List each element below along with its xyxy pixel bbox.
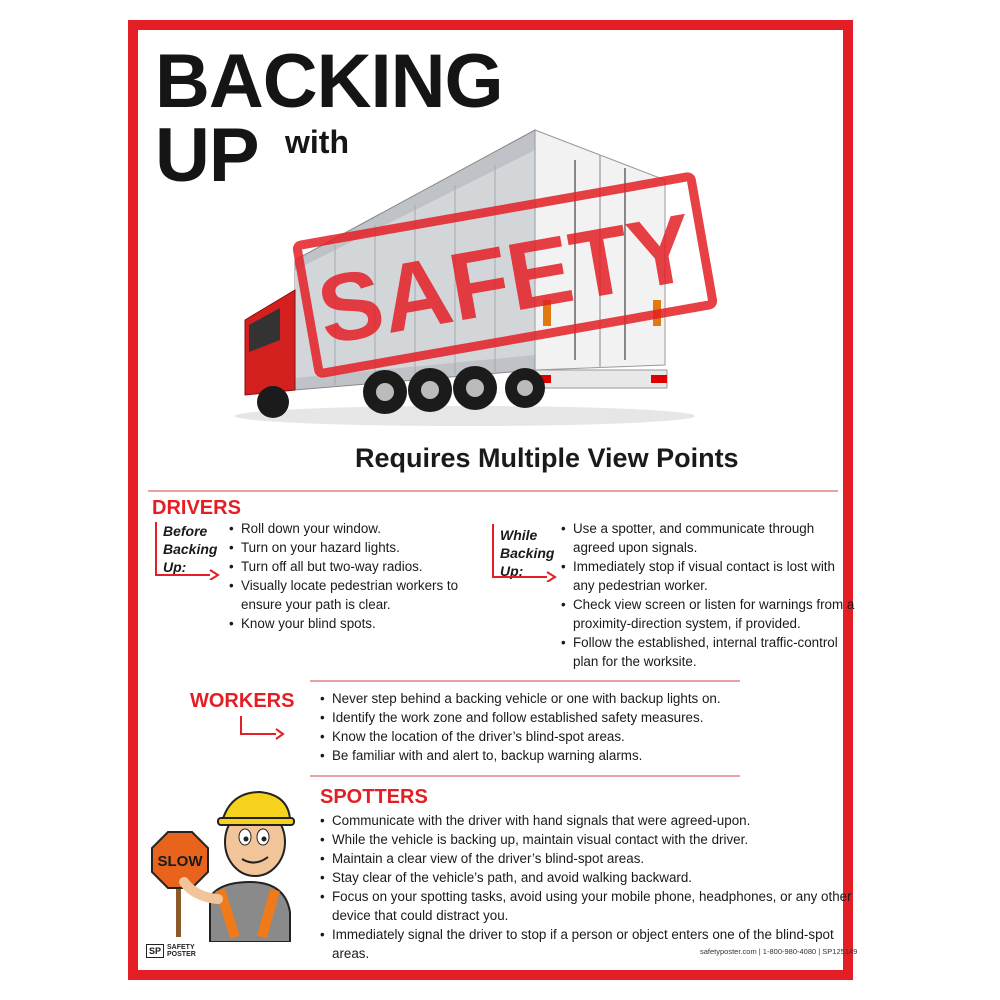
title-backing: BACKING xyxy=(155,39,503,124)
drivers-heading: DRIVERS xyxy=(152,497,241,519)
title-up: UP xyxy=(155,113,259,198)
while-list xyxy=(561,519,856,671)
list-item: • While the vehicle is backing up, maintain visual contact with the driver. xyxy=(320,830,860,849)
list-item: • Turn on your hazard lights. xyxy=(229,538,474,557)
arrow-icon xyxy=(152,520,222,580)
list-item: • Turn off all but two-way radios. xyxy=(229,557,474,576)
logo: SP SAFETY POSTER xyxy=(146,944,196,958)
logo-mark: SP xyxy=(146,944,164,958)
list-item: • Roll down your window. xyxy=(229,519,474,538)
list-item: • Immediately stop if visual contact is lost with any pedestrian worker. xyxy=(561,557,856,595)
list-item: • Be familiar with and alert to, backup warning alarms. xyxy=(320,746,760,765)
spotters-list xyxy=(320,811,860,963)
list-item: • Maintain a clear view of the driver’s blind-spot areas. xyxy=(320,849,860,868)
divider xyxy=(310,680,740,682)
list-item: • Visually locate pedestrian workers to ensure your path is clear. xyxy=(229,576,474,614)
arrow-icon xyxy=(489,522,559,582)
sign-text: SLOW xyxy=(157,853,203,870)
divider xyxy=(310,775,740,777)
stamp-text: SAFETY xyxy=(310,193,702,365)
list-item: • Check view screen or listen for warnings from a proximity-direction system, if provided. xyxy=(561,595,856,633)
subtitle: Requires Multiple View Points xyxy=(355,443,739,473)
spotter-cartoon xyxy=(150,787,315,942)
list-item: • Focus on your spotting tasks, avoid using your mobile phone, headphones, or any other device that could distract you. xyxy=(320,887,860,925)
while-label: While Backing Up: xyxy=(500,527,555,579)
list-item: • Stay clear of the vehicle’s path, and avoid walking backward. xyxy=(320,868,860,887)
list-item: • Identify the work zone and follow established safety measures. xyxy=(320,708,760,727)
arrow-icon xyxy=(238,714,288,744)
before-label: Before Backing Up: xyxy=(163,523,218,575)
list-item: • Never step behind a backing vehicle or one with backup lights on. xyxy=(320,689,760,708)
list-item: • Use a spotter, and communicate through agreed upon signals. xyxy=(561,519,856,557)
safety-stamp xyxy=(285,170,725,380)
workers-list xyxy=(320,689,760,765)
spotters-heading: SPOTTERS xyxy=(320,786,428,808)
title-with: with xyxy=(285,124,349,160)
list-item: • Know your blind spots. xyxy=(229,614,474,633)
list-item: • Immediately signal the driver to stop if a person or object enters one of the blind-spot areas. xyxy=(320,925,860,963)
divider xyxy=(148,490,838,492)
list-item: • Follow the established, internal traffic-control plan for the worksite. xyxy=(561,633,856,671)
workers-heading: WORKERS xyxy=(190,690,295,712)
list-item: • Communicate with the driver with hand signals that were agreed-upon. xyxy=(320,811,860,830)
footer-text: safetyposter.com | 1-800-980-4080 | SP125149 xyxy=(700,947,858,956)
before-list xyxy=(229,519,474,633)
list-item: • Know the location of the driver’s blind-spot areas. xyxy=(320,727,760,746)
